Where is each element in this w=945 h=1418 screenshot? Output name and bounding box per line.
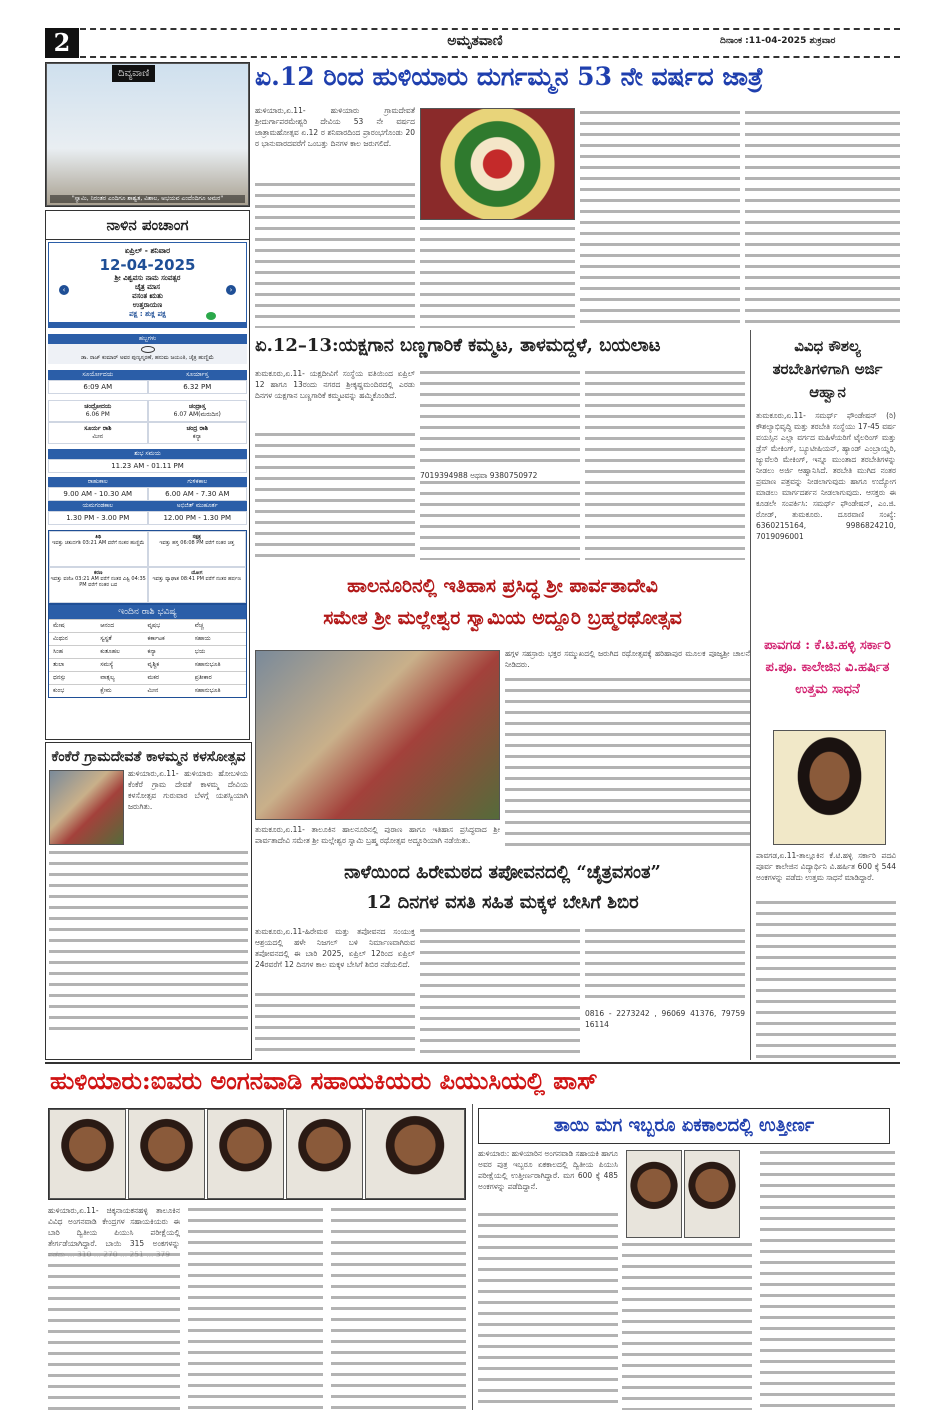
mother-son-body-col1: [478, 1210, 618, 1410]
kenkere-body: [49, 848, 248, 1033]
rashi-name: ಧನಸ್ಸು: [53, 674, 66, 681]
sun-rashi: ಮೀನ: [92, 433, 104, 440]
section-divider: [45, 1062, 900, 1064]
rashi-prediction: ಸಮಸ್ಯೆ: [100, 661, 114, 668]
column-divider-bottom: [472, 1104, 473, 1410]
rashi-name: ಕನ್ಯಾ: [147, 648, 157, 655]
skill-body: ತುಮಕೂರು,ಏ.11- ಸಮರ್ಥ್ ಫೌಂಡೇಷನ್ (ರಿ) ಕೌಶಲ್ಯಾಭಿವೃದ್ಧಿ ಮತ್ತು ತರಬೇತಿ ಸಂಸ್ಥೆಯು 17-45 ವರ್ಷ ವಯಸ್ಸಿನ ಎಲ್ಲಾ ವರ್ಗದ ಮಹಿಳೆಯರಿಗೆ ಟೈಲರಿಂಗ್ ಮತ್ತು ಡ್ರೆಸ್ ಮೇಕಿಂಗ್, ಬ್ಯೂಟೀಷಿಯನ್, ಹ್ಯಾಂಡ್ ಎಂಬ್ರಾಯ್ಡರಿ, ಜ್ಯುವೆಲರಿ ಮೇಕಿಂಗ್, ಇನ್ನೂ ಮುಂತಾದ ತರಬೇತಿಗಳನ್ನು ನೀಡಲು ಅರ್ಜಿ ಆಹ್ವಾನಿಸಿದೆ. ತರಬೇತಿ ಮುಗಿದ ನಂತರ ಪ್ರಮಾಣ ಪತ್ರವನ್ನು ನೀಡಲಾಗುವುದು ಹಾಗೂ ಉದ್ಯೋಗ ಮಾಡಲು ಮಾರ್ಗದರ್ಶನ ನೀಡಲಾಗುವುದು. ಆಸಕ್ತರು ಈ ಕೂಡಲೇ ಸಂಪರ್ಕಿಸಿ: ಸಮರ್ಥ್ ಫೌಂಡೇಷನ್, ಎಂ.ಜಿ. ರೋಡ್, ತುಮಕೂರು. ದೂರವಾಣಿ ಸಂಖ್ಯೆ: 6360215164, 9986824210, 7019096001: [756, 411, 896, 541]
rahu-time: 9.00 AM - 10.30 AM: [48, 487, 148, 501]
yakshagana-contact: 7019394988 ಅಥವಾ 9380750972: [420, 470, 580, 481]
karana-label: ಕರಣ: [94, 570, 103, 576]
rashi-row: [49, 684, 246, 697]
sun-times: [48, 370, 247, 394]
rashi-prediction: ಪ್ರತೀಕಾರ: [194, 674, 212, 681]
divyavani-label: ದಿವ್ಯವಾಣಿ: [112, 65, 155, 82]
page-number: 2: [45, 28, 79, 58]
rashi-prediction: ಸ್ವಸ್ಥತೆ: [100, 635, 112, 642]
durgamma-body-col1: [255, 180, 415, 328]
rashi-row: [49, 632, 246, 645]
rashi-name: ಮಿಥುನ: [53, 635, 68, 642]
gulika-label: ಗುಳಿಕಕಾಲ: [148, 477, 248, 487]
kenkere-headline: ಕೆಂಕೆರೆ ಗ್ರಾಮದೇವತೆ ಕಾಳಮ್ಮನ ಕಳಸೋತ್ಸವ: [51, 749, 246, 765]
durgamma-body-col3: [580, 108, 740, 328]
son-photo: [684, 1150, 740, 1238]
panchang-date: 12-04-2025: [99, 256, 196, 274]
panchang-masa: ಚೈತ್ರ ಮಾಸ: [134, 283, 161, 291]
durgamma-body-col2: [420, 224, 575, 328]
rashi-row: [49, 645, 246, 658]
yakshagana-body-col3: [585, 368, 745, 560]
anganwadi-photo-4: [286, 1109, 363, 1199]
anganwadi-headline: ಹುಳಿಯಾರು:ಐವರು ಅಂಗನವಾಡಿ ಸಹಾಯಕಿಯರು ಪಿಯುಸಿಯಲ್ಲಿ ಪಾಸ್: [50, 1066, 598, 1095]
moon-rashi-label: ಚಂದ್ರ ರಾಶಿ: [186, 425, 209, 432]
panchang-month-day: ಏಪ್ರಿಲ್ - ಶನಿವಾರ: [124, 246, 171, 255]
rashi-prediction: ಆನಂದ: [100, 622, 115, 629]
pavagada-lead: ಪಾವಗಡ,ಏ.11-ತಾಲ್ಲೂಕಿನ ಕೆ.ಟಿ.ಹಳ್ಳಿ ಸರ್ಕಾರಿ ಪದವಿ ಪೂರ್ವ ಕಾಲೇಜಿನ ವಿದ್ಯಾರ್ಥಿನಿ ವಿ.ಹರ್ಷಿತ 600 ಕ್ಕೆ 544 ಅಂಕಗಳನ್ನು ಪಡೆದು ಉತ್ತಮ ಸಾಧನೆ ಮಾಡಿದ್ದಾರೆ.: [756, 851, 896, 882]
mother-son-photos: [626, 1150, 740, 1238]
yama-label: ಯಮಗಂಡಕಾಲ: [48, 501, 148, 511]
rashi-name: ಕರ್ಕಾಟಕ: [147, 635, 165, 642]
halanur-caption: ತುಮಕೂರು,ಏ.11- ತಾಲೂಕಿನ ಹಾಲನೂರಿನಲ್ಲಿ ಪುರಾಣ ಹಾಗೂ ಇತಿಹಾಸ ಪ್ರಸಿದ್ಧವಾದ ಶ್ರೀ ಪಾರ್ವತಾದೇವಿ ಸಮೇತ ಶ್ರೀ ಮಲ್ಲೇಶ್ವರ ಸ್ವಾಮಿ ಬ್ರಹ್ಮ ರಥೋತ್ಸವ ಅದ್ದೂರಿಯಾಗಿ ನಡೆಯಿತು.: [255, 825, 500, 845]
shubha-section: [48, 449, 247, 473]
rashi-name: ಸಿಂಹ: [53, 648, 64, 655]
sun-rashi-label: ಸೂರ್ಯ ರಾಶಿ: [84, 425, 112, 432]
yakshagana-lead: ತುಮಕೂರು,ಏ.11- ಯಕ್ಷದೀವಿಗೆ ಸಂಸ್ಥೆಯ ವತಿಯಿಂದ ಏಪ್ರಿಲ್ 12 ಹಾಗೂ 13ರಂದು ನಗರದ ಶ್ರೀಕೃಷ್ಣಮಂದಿರದಲ್ಲಿ ಎರಡು ದಿನಗಳ ಯಕ್ಷಗಾನ ಬಣ್ಣಗಾರಿಕೆ ಕಮ್ಮಟವನ್ನು ಹಮ್ಮಿಕೊಂಡಿದೆ.: [255, 369, 415, 400]
shubha-label: ಶುಭ ಸಮಯ: [48, 449, 247, 459]
rashi-prediction: ವೆಚ್ಚ: [194, 622, 204, 629]
mother-photo: [626, 1150, 682, 1238]
rashi-name: ವೃಶ್ಚಿಕ: [147, 661, 160, 668]
anganwadi-lead: ಹುಳಿಯಾರು,ಏ.11- ಚಿಕ್ಕನಾಯಕನಹಳ್ಳಿ ತಾಲೂಕಿನ ವಿವಿಧ ಅಂಗನವಾಡಿ ಕೇಂದ್ರಗಳ ಸಹಾಯಕಿಯರು ಈ ಬಾರಿ ದ್ವಿತೀಯ ಪಿಯುಸಿ ಪರೀಕ್ಷೆಯಲ್ಲಿ ತೇರ್ಗಡೆಯಾಗಿದ್ದಾರೆ. ಬಾಯಿ 315 ಅಂಕಗಳನ್ನು: [48, 1206, 180, 1248]
rashi-prediction: ಸಹಾನುಭೂತಿ: [194, 687, 221, 694]
panchang-samvatsara: ಶ್ರೀ ವಿಶ್ವವಸು ನಾಮ ಸಂವತ್ಸರ: [114, 274, 181, 282]
next-arrow-icon: ›: [226, 285, 236, 295]
issue-date: ದಿನಾಂಕ :11-04-2025 ಶುಕ್ರವಾರ: [720, 36, 836, 46]
yoga-text: ಇವತ್ತು ವ್ಯಾಘಾತ 08:41 PM ವರೆಗೆ ನಂತರ ಹರ್ಷಣ: [152, 576, 241, 582]
yoga-label: ಯೋಗ: [191, 570, 203, 576]
hiremath-headline-line2: 12 ದಿನಗಳ ವಸತಿ ಸಹಿತ ಮಕ್ಕಳ ಬೇಸಿಗೆ ಶಿಬಿರ: [366, 892, 639, 913]
sunset-label: ಸೂರ್ಯಾಸ್ತ: [148, 370, 248, 380]
durgamma-lead: ಹುಳಿಯಾರು,ಏ.11- ಹುಳಿಯಾರು ಗ್ರಾಮದೇವತೆ ಶ್ರೀದುರ್ಗಾಪರಮೇಶ್ವರಿ ದೇವಿಯ 53 ನೇ ವರ್ಷದ ಜಾತ್ರಾಮಹೋತ್ಸವ ಏ.12 ರ ಶನಿವಾರದಿಂದ ಪ್ರಾರಂಭಗೊಂಡು 20 ರ ಭಾನುವಾರದವರೆಗೆ ಒಂಬತ್ತು ದಿನಗಳ ಕಾಲ ಜರುಗಲಿದೆ.: [255, 106, 415, 148]
gulika-time: 6.00 AM - 7.30 AM: [148, 487, 248, 501]
panchang-ayana: ಉತ್ತರಾಯಣ: [132, 301, 163, 309]
moonset-time: 6.07 AM(ಮರುದಿನ): [173, 411, 221, 418]
anganwadi-body-col1: [48, 1250, 180, 1410]
mother-son-body-col3: [760, 1148, 895, 1410]
halanur-headline-line2: ಸಮೇತ ಶ್ರೀ ಮಲ್ಲೇಶ್ವರ ಸ್ವಾಮಿಯ ಅದ್ದೂರಿ ಬ್ರಹ್ಮರಥೋತ್ಸವ: [323, 607, 682, 629]
panchang-date-card: [48, 242, 247, 328]
hiremath-contact: 0816 - 2273242 , 96069 41376, 79759 16114: [585, 1009, 745, 1029]
rashi-prediction: ಕುತೂಹಲ: [100, 648, 120, 655]
anganwadi-photos: [48, 1108, 466, 1200]
moon-times: [48, 400, 247, 444]
durgamma-headline: ಏ.12 ರಿಂದ ಹುಳಿಯಾರು ದುರ್ಗಮ್ಮನ 53 ನೇ ವರ್ಷದ ಜಾತ್ರೆ: [255, 62, 764, 91]
yakshagana-headline: ಏ.12–13:ಯಕ್ಷಗಾನ ಬಣ್ಣಗಾರಿಕೆ ಕಮ್ಮಟ, ತಾಳಮದ್ದಳೆ, ಬಯಲಾಟ: [255, 335, 661, 356]
divyavani-box: [45, 62, 250, 207]
kaala-times: [48, 477, 247, 525]
moonrise-time: 6.06 PM: [85, 411, 110, 418]
kenkere-article: [45, 742, 252, 1060]
sunrise-time: 6:09 AM: [48, 380, 148, 394]
rashi-prediction: ಕ್ಷೇಮ: [100, 687, 112, 694]
durgamma-body-col4: [745, 108, 900, 328]
festival-section: [48, 334, 247, 364]
mother-son-headline: ತಾಯಿ ಮಗ ಇಬ್ಬರೂ ಏಕಕಾಲದಲ್ಲಿ ಉತ್ತೀರ್ಣ: [478, 1108, 890, 1144]
panchang-title: ನಾಳಿನ ಪಂಚಾಂಗ: [46, 211, 249, 240]
hiremath-lead: ತುಮಕೂರು,ಏ.11-ಹಿರೇಮಠ ಮತ್ತು ತಪೋವನದ ಸಂಯುಕ್ತ ಆಶ್ರಯದಲ್ಲಿ ಹಳೇ ನಿಜಗಲ್ ಬಳಿ ನಿರ್ಮಾಣವಾಗಿರುವ ತಪೋವನದಲ್ಲಿ ಈ ಬಾರಿ 2025, ಏಪ್ರಿಲ್ 12ರಿಂದ ಏಪ್ರಿಲ್ 24ರವರೆಗೆ 12 ದಿನಗಳ ಕಾಲ ಮಕ್ಕಳ ಬೇಸಿಗೆ ಶಿಬಿರ ನಡೆಯಲಿದೆ.: [255, 927, 415, 969]
rashi-prediction: ಸಹಾನುಭೂತಿ: [194, 661, 221, 668]
abhijit-label: ಅಭಿಜಿತ್ ಮುಹೂರ್ತ: [148, 501, 248, 511]
hiremath-headline: [255, 858, 750, 918]
newspaper-title: ಅಮೃತವಾಣಿ: [447, 33, 503, 49]
divyavani-image: [46, 63, 249, 206]
pavagada-photo: [773, 730, 886, 845]
skill-headline: ವಿವಿಧ ಕೌಶಲ್ಯ ತರಬೇತಿಗಳಿಗಾಗಿ ಅರ್ಜಿ ಆಹ್ವಾನ: [772, 337, 883, 401]
halanur-lead: ಹಗ್ಗಳ ಸಹಸ್ರಾರು ಭಕ್ತರ ಸಮ್ಮುಖದಲ್ಲಿ ಜರುಗಿದ ರಥೋತ್ಸವಕ್ಕೆ ಹರಿಹಾಪುರ ಮೂಲಕ ಪೂಜ್ಯಶ್ರೀ ಚಾಲನೆ ನೀಡಿದರು.: [505, 649, 750, 669]
tithi-label: ತಿಥಿ: [95, 534, 102, 540]
anganwadi-photo-5: [365, 1109, 465, 1199]
durgamma-photo: [420, 108, 575, 220]
yakshagana-body-col2: [420, 368, 580, 560]
hiremath-body-col2: [420, 926, 580, 1058]
kenkere-photo: [49, 770, 124, 845]
halanur-headline-line1: ಹಾಲನೂರಿನಲ್ಲಿ ಇತಿಹಾಸ ಪ್ರಸಿದ್ಧ ಶ್ರೀ ಪಾರ್ವತಾದೇವಿ: [347, 575, 658, 597]
header-rule-bottom: [80, 56, 900, 58]
prev-arrow-icon: ‹: [59, 285, 69, 295]
rashi-table: [48, 604, 247, 698]
sunrise-label: ಸೂರ್ಯೋದಯ: [48, 370, 148, 380]
panchang-paksha: ಪಕ್ಷ : ಶುಕ್ಲ ಪಕ್ಷ: [129, 310, 166, 318]
halanur-body: [505, 675, 750, 850]
moonset-label: ಚಂದ್ರಾಸ್ತ: [188, 403, 206, 410]
anganwadi-photo-2: [128, 1109, 205, 1199]
whatsapp-icon: [206, 312, 216, 320]
sunset-time: 6.32 PM: [148, 380, 248, 394]
pavagada-headline: ಪಾವಗಡ : ಕೆ.ಟಿ.ಹಳ್ಳಿ ಸರ್ಕಾರಿ ಪ.ಪೂ. ಕಾಲೇಜಿನ ವಿ.ಹರ್ಷಿತ ಉತ್ತಮ ಸಾಧನೆ: [764, 638, 891, 697]
rashi-title: ಇಂದಿನ ರಾಶಿ ಭವಿಷ್ಯ: [49, 605, 246, 619]
anganwadi-body-col3: [331, 1205, 466, 1410]
hiremath-headline-line1: ನಾಳೆಯಿಂದ ಹಿರೇಮಠದ ತಪೋವನದಲ್ಲಿ “ಚೈತ್ರವಸಂತ”: [344, 862, 661, 883]
karana-text: ಇವತ್ತು ವಣಿಜ 03:21 AM ವರೆಗೆ ನಂತರ ವಿಷ್ಟಿ 04:35 PM ವರೆಗೆ ನಂತರ ಬವ: [50, 576, 146, 588]
anganwadi-photo-3: [207, 1109, 284, 1199]
moonrise-label: ಚಂದ್ರೋದಯ: [84, 403, 112, 410]
halanur-headline: [255, 570, 750, 634]
header-rule-top: [80, 28, 900, 30]
yakshagana-body-col1: [255, 430, 415, 560]
rashi-prediction: ಸಹಾಯ: [194, 635, 211, 642]
moon-rashi: ಕನ್ಯಾ: [192, 433, 202, 440]
rashi-name: ಕುಂಭ: [53, 687, 65, 694]
panchang-panel: [45, 210, 250, 740]
rashi-name: ಮೇಷ: [53, 622, 65, 629]
rashi-prediction: ವಾತ್ಸಲ್ಯ: [100, 674, 115, 681]
rashi-name: ಮಕರ: [147, 674, 160, 681]
festival-label: ಹಬ್ಬಗಳು: [48, 334, 247, 344]
rashi-name: ವೃಷಭ: [147, 622, 161, 629]
rahu-label: ರಾಹುಕಾಲ: [48, 477, 148, 487]
pavagada-body: [756, 898, 896, 1058]
rashi-row: [49, 671, 246, 684]
rashi-row: [49, 619, 246, 632]
nakshatra-text: ಇವತ್ತು ಹಸ್ತ 06:08 PM ವರೆಗೆ ನಂತರ ಚಿತ್ತ: [159, 540, 235, 546]
shubha-time: 11.23 AM - 01.11 PM: [48, 459, 247, 473]
divyavani-quote: "ಸ್ವಾಮಿ, ನಿರಂತರ ಎಂದಿಗೂ ಶಾಶ್ವತ, ವಿಶಾಲ, ಅಭಯವ ಎಂದೆಂದಿಗೂ ಅಮರ": [50, 195, 245, 203]
abhijit-time: 12.00 PM - 1.30 PM: [148, 511, 248, 525]
column-divider: [750, 330, 751, 1060]
yama-time: 1.30 PM - 3.00 PM: [48, 511, 148, 525]
mother-son-lead: ಹುಳಿಯಾರು: ಹುಳಿಯಾರಿನ ಅಂಗನವಾಡಿ ಸಹಾಯಕಿ ಹಾಗೂ ಅವರ ಪುತ್ರ ಇಬ್ಬರೂ ಏಕಕಾಲದಲ್ಲಿ ದ್ವಿತೀಯ ಪಿಯುಸಿ ಪರೀಕ್ಷೆಯಲ್ಲಿ ಉತ್ತೀರ್ಣರಾಗಿದ್ದಾರೆ. ಮಗ 600 ಕ್ಕೆ 485 ಅಂಕಗಳನ್ನು ಪಡೆದಿದ್ದಾನೆ.: [478, 1149, 618, 1191]
mother-son-body-col2: [622, 1240, 752, 1410]
festival-text: ಡಾ. ರಾಜ್ ಕುಮಾರ್ ಅವರ ಪುಣ್ಯಸ್ಮರಣೆ, ಹನುಮ ಜಯಂತಿ, ಚೈತ್ರ ಹುಣ್ಣಿಮೆ: [80, 355, 215, 361]
tithi-text: ಇವತ್ತು ಚತುರ್ದಶಿ 03:21 AM ವರೆಗೆ ನಂತರ ಹುಣ್ಣಿಮೆ: [51, 540, 145, 546]
rashi-name: ತುಲಾ: [53, 661, 65, 668]
hiremath-body-col3: [585, 926, 745, 1006]
hiremath-body-col1: [255, 990, 415, 1058]
rashi-prediction: ಭಯ: [194, 648, 206, 655]
anganwadi-photo-1: [49, 1109, 126, 1199]
tithi-grid: [48, 530, 247, 604]
nakshatra-label: ನಕ್ಷತ್ರ: [192, 534, 201, 540]
panchang-rutu: ವಸಂತ ಋತು: [132, 292, 163, 300]
anganwadi-body-col2: [188, 1205, 323, 1410]
halanur-photo: [255, 650, 500, 820]
rashi-row: [49, 658, 246, 671]
rashi-name: ಮೀನ: [147, 687, 159, 694]
kenkere-lead: ಹುಳಿಯಾರು,ಏ.11- ಹುಳಿಯಾರು ಹೋಬಳಿಯ ಕೆಂಕೆರೆ ಗ್ರಾಮ ದೇವತೆ ಕಾಳಮ್ಮ ದೇವಿಯ ಕಳಸೋತ್ಸವ ಗುರುವಾರ ಬೆಳಗ್ಗೆ ಯಶಸ್ವಿಯಾಗಿ ಜರುಗಿತು.: [128, 769, 248, 811]
moon-icon: [141, 346, 155, 353]
